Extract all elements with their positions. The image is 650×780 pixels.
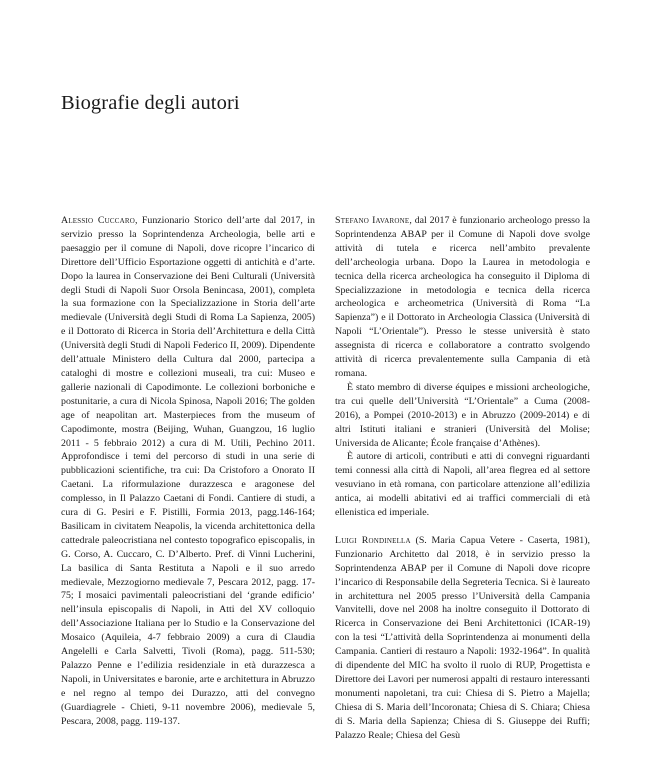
bio-alessio-cuccaro — [61, 214, 315, 729]
bio-paragraph: È autore di articoli, contributi e atti di convegni riguardanti temi connessi alla città di Napoli, all’area flegrea ed al settore vesuviano in età romana, con particolare attenzione all’edilizia antica, ai modelli abitativi ed ai traffici commerciali di età ellenistica ed imperiale. — [335, 451, 590, 519]
bio-luigi-rondinella — [335, 534, 590, 743]
bio-text: , Funzionario Storico dell’arte dal 2017, in servizio presso la Soprintendenza Archeologia, belle arti e paesaggio per il comune di Napoli, dove ricopre l’incarico di Direttore dell’Ufficio Esportazione oggetti di antichità e d’arte. Dopo la laurea in Conservazione dei Beni Culturali (Università degli Studi di Napoli Suor Orsola Benincasa, 2001), completa la sua formazione con la Specializzazione in Storia dell’arte medievale (Università degli Studi di Roma La Sapienza, 2005) e il Dottorato di Ricerca in Storia dell’Architettura e della Città (Università degli Studi di Napoli Federico II, 2009). Dipendente dell’attuale Ministero della Cultura dal 2000, partecipa a cataloghi di mostre e collezioni museali, tra cui: Museo e gallerie nazionali di Capodimonte. Le collezioni borboniche e postunitarie, a cura di Nicola Spinosa, Napoli 2016; The golden age of neapolitan art. Masterpieces from the museum of Capodimonte, mostra (Beijing, Wuhan, Guangzou, 16 luglio 2011 - 5 febbraio 2012) a cura di M. Utili, Pechino 2011. Approfondisce i temi del percorso di studi in una serie di pubblicazioni scientifiche, tra cui: Da Cristoforo a Onorato II Caetani. La riformulazione durazzesca e aragonese del complesso, in Il Palazzo Caetani di Fondi. Cantiere di studi, a cura di G. Pesiri e F. Pistilli, Formia 2013, pagg.146-164; Basilicam in civitatem Neapolis, la vicenda architettonica della cattedrale paleocristiana nel contesto topografico episcopalis, in G. Corso, A. Cuccaro, C. D’Alberto. Pref. di Vinni Lucherini, La basilica di Santa Restituta a Napoli e il suo arredo medievale, Mezzogiorno medievale 7, Pescara 2012, pagg. 17-75; I mosaici pavimentali paleocristiani del ‘grande edificio’ nell’insula episcopalis di Napoli, in Atti del XV colloquio dell’Associazione Italiana per lo Studio e la Conservazione del Mosaico (Aquileia, 4-7 febbraio 2009) a cura di Claudia Angelelli e Carla Salvetti, Tivoli (Roma), pagg. 511-530; Palazzo Penne e l’edilizia residenziale in età durazzesca a Napoli, in Universitates e baronie, arte e architettura in Abruzzo e nel regno al tempo dei Durazzo, atti del convegno (Guardiagrele - Chieti, 9-11 novembre 2006), medievale 5, Pescara, 2008, pagg. 119-137. — [61, 215, 315, 727]
page-title: Biografie degli autori — [61, 92, 240, 114]
author-name: Stefano Iavarone — [335, 215, 410, 226]
right-column — [335, 214, 590, 743]
bio-text: , dal 2017 è funzionario archeologo presso la Soprintendenza ABAP per il Comune di Napoli dove svolge attività di tutela e ricerca nell’ambito prevalente dell’archeologia urbana. Dopo la Laurea in metodologia e tecnica della ricerca archeologica ha conseguito il Diploma di Specializzazione in metodologia e tecnica della ricerca archeologica e archeometrica (Università di Roma “La Sapienza”) e il Dottorato in Archeologia Classica (Università di Napoli “L’Orientale”). Presso le stesse università è stato assegnista di ricerca e collaboratore a contratto svolgendo attività di ricerca prevalentemente sulla Campania di età romana. — [335, 215, 590, 379]
author-name: Luigi Rondinella — [335, 534, 411, 546]
bio-paragraph: È stato membro di diverse équipes e missioni archeologiche, tra cui quelle dell’Università “L’Orientale” a Cuma (2008-2016), a Pompei (2010-2013) e in Abruzzo (2009-2014) e di altri Istituti italiani e stranieri (Università del Molise; Universida de Alicante; École française d’Athènes). — [335, 381, 590, 449]
left-column — [61, 214, 315, 729]
bio-stefano-iavarone — [335, 214, 590, 381]
bio-text: (S. Maria Capua Vetere - Caserta, 1981), Funzionario Architetto dal 2018, è in servizio presso la Soprintendenza ABAP per il Comune di Napoli dove ricopre l’incarico di Responsabile della Segreteria Tecnica. Si è laureato in architettura nel 2005 presso l’Università della Campania Vanvitelli, dove nel 2008 ha inoltre conseguito il Dottorato di Ricerca in Conservazione dei Beni Architettonici (ICAR-19) con la tesi “L’attività della Soprintendenza ai monumenti della Campania. Cantieri di restauro a Napoli: 1932-1964”. In qualità di dipendente del MIC ha svolto il ruolo di RUP, Progettista e Direttore dei Lavori per numerosi appalti di restauro interessanti monumenti napoletani, tra cui: Chiesa di S. Pietro a Majella; Chiesa di S. Maria dell’Incoronata; Chiesa di S. Chiara; Chiesa di S. Maria della Sapienza; Chiesa di S. Giuseppe dei Ruffi; Palazzo Reale; Chiesa del Gesù — [335, 534, 590, 741]
author-name: Alessio Cuccaro — [61, 215, 136, 226]
